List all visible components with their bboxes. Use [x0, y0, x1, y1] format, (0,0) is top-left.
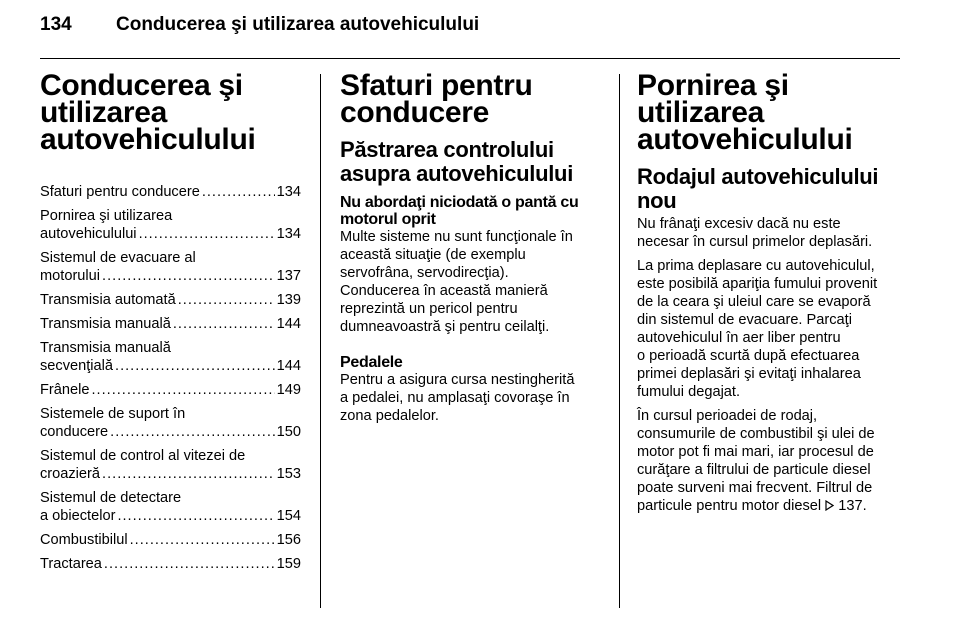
column-driving-tips	[340, 69, 610, 431]
toc-entry[interactable]	[40, 405, 301, 441]
text-line	[637, 497, 905, 515]
toc-entry[interactable]	[40, 207, 301, 243]
column-divider-2	[619, 74, 620, 608]
text-line: Nu frânaţi excesiv dacă nu este	[637, 216, 841, 232]
chapter-title-line: Conducerea şi	[40, 69, 243, 102]
toc-entry-row	[40, 225, 301, 243]
toc-page-number: 156	[276, 532, 301, 548]
toc-entry-label: Frânele	[40, 382, 90, 398]
toc-page-number: 149	[276, 382, 301, 398]
toc-entry-label: motorului	[40, 268, 101, 284]
toc-entry-label: secvenţială	[40, 358, 114, 374]
toc-entry[interactable]	[40, 531, 301, 549]
toc-entry[interactable]	[40, 315, 301, 333]
text-line: reprezintă un pericol pentru	[340, 301, 518, 317]
text-line: motor pot fi mai mari, iar procesul de	[637, 444, 874, 460]
page-reference-link[interactable]: 137.	[838, 498, 867, 514]
toc-page-number: 153	[276, 466, 301, 482]
toc-dot-leader	[117, 507, 274, 525]
section-title-line: autovehiculului	[637, 123, 853, 156]
toc-page-number: 144	[276, 316, 301, 332]
text-line: În cursul perioadei de rodaj,	[637, 408, 818, 424]
toc-entry-row	[40, 531, 301, 549]
toc-page-number: 144	[276, 358, 301, 374]
toc-page-number: 134	[276, 226, 301, 242]
toc-entry-label-line: Sistemul de detectare	[40, 490, 182, 506]
chapter-title-line: utilizarea	[40, 96, 168, 129]
text-line: primei deplasări şi evitaţi inhalarea	[637, 366, 861, 382]
text-line: dumneavoastră şi pentru ceilalţi.	[340, 319, 550, 335]
toc-entry-row	[40, 291, 301, 309]
paragraph-braking	[637, 215, 905, 251]
toc-page-number: 159	[276, 556, 301, 572]
toc-entry-row	[40, 315, 301, 333]
chapter-title	[40, 69, 301, 156]
text-line: Multe sisteme nu sunt funcţionale în	[340, 229, 573, 245]
toc-entry-row	[40, 267, 301, 285]
toc-entry-label: Combustibilul	[40, 532, 128, 548]
toc-entry-label: Transmisia manuală	[40, 316, 171, 332]
toc-page-number: 139	[276, 292, 301, 308]
toc-entry-row	[40, 357, 301, 375]
toc-dot-leader	[115, 357, 275, 375]
text-line: poate surveni mai frecvent. Filtrul de	[637, 480, 873, 496]
text-line: consumurile de combustibil şi ulei de	[637, 426, 875, 442]
text-line: Conducerea în această manieră	[340, 283, 548, 299]
toc-entry-label: Tractarea	[40, 556, 102, 572]
heading-line: motorul oprit	[340, 211, 436, 228]
text-line: fumului degajat.	[637, 384, 741, 400]
heading-line: Nu abordaţi niciodată o pantă cu	[340, 194, 579, 211]
text-fragment: particule pentru motor diesel	[637, 498, 822, 514]
toc-entry-label-line: Sistemul de evacuare al	[40, 250, 196, 266]
toc-page-number: 150	[276, 424, 301, 440]
toc-dot-leader	[91, 381, 274, 399]
text-line: zona pedalelor.	[340, 408, 439, 424]
subsection-title	[340, 138, 610, 186]
page-header	[40, 14, 900, 42]
toc-page-number: 154	[276, 508, 301, 524]
toc-dot-leader	[202, 183, 275, 201]
text-line: necesar în cursul primelor deplasări.	[637, 234, 873, 250]
toc-entry[interactable]	[40, 291, 301, 309]
toc-entry[interactable]	[40, 447, 301, 483]
toc-entry-row	[40, 423, 301, 441]
toc-entry-row	[40, 381, 301, 399]
paragraph-no-coasting	[340, 228, 610, 336]
toc-entry-label-line: Pornirea şi utilizarea	[40, 208, 173, 224]
toc-page-number: 134	[276, 184, 301, 200]
subsection-title	[637, 165, 905, 213]
toc-entry-row	[40, 465, 301, 483]
toc-entry[interactable]	[40, 339, 301, 375]
toc-entry[interactable]	[40, 489, 301, 525]
chapter-title-line: autovehiculului	[40, 123, 256, 156]
toc-dot-leader	[104, 555, 275, 573]
toc-entry-label: croazieră	[40, 466, 101, 482]
paragraph-smoke	[637, 257, 905, 401]
text-line: La prima deplasare cu autovehiculul,	[637, 258, 875, 274]
toc-entry[interactable]	[40, 381, 301, 399]
toc-dot-leader	[102, 267, 275, 285]
toc-dot-leader	[173, 315, 275, 333]
toc-entry-label: conducere	[40, 424, 109, 440]
subsection-title-line: Păstrarea controlului	[340, 137, 554, 162]
column-contents	[40, 69, 301, 579]
column-divider-1	[320, 74, 321, 608]
toc-entry[interactable]	[40, 249, 301, 285]
table-of-contents	[40, 183, 301, 573]
toc-entry-label: Transmisia automată	[40, 292, 176, 308]
heading-pedals: Pedalele	[340, 354, 403, 371]
paragraph-running-in	[637, 407, 905, 515]
toc-dot-leader	[110, 423, 274, 441]
page-number: 134	[40, 14, 72, 35]
toc-entry-label: a obiectelor	[40, 508, 116, 524]
toc-dot-leader	[139, 225, 275, 243]
toc-entry-label: autovehiculului	[40, 226, 137, 242]
text-line: această situaţie (de exemplu	[340, 247, 526, 263]
toc-entry-label-line: Transmisia manuală	[40, 340, 171, 356]
text-line: este posibilă apariţia fumului provenit	[637, 276, 878, 292]
subsection-title-line: asupra autovehiculului	[340, 161, 574, 186]
toc-dot-leader	[130, 531, 275, 549]
header-rule	[40, 58, 900, 59]
paragraph-pedals	[340, 371, 610, 425]
text-line: din sistemul de evacuare. Parcaţi	[637, 312, 852, 328]
toc-entry[interactable]	[40, 183, 301, 201]
section-title-line: conducere	[340, 96, 490, 129]
section-title	[637, 69, 905, 156]
column-starting	[637, 69, 905, 521]
text-line: a pedalei, nu amplasaţi covoraşe în	[340, 390, 570, 406]
heading-no-coasting	[340, 194, 610, 228]
text-line: curăţare a filtrului de particule diesel	[637, 462, 871, 478]
text-line: o perioadă scurtă după efectuarea	[637, 348, 860, 364]
section-title-line: Sfaturi pentru	[340, 69, 533, 102]
subsection-title-line: Rodajul autovehiculului	[637, 164, 879, 189]
section-title-line: Pornirea şi utilizarea	[637, 69, 789, 129]
section-title	[340, 69, 610, 129]
text-line: autovehiculul în aer liber pentru	[637, 330, 841, 346]
toc-dot-leader	[102, 465, 275, 483]
text-line: Pentru a asigura cursa nestingherită	[340, 372, 575, 388]
toc-page-number: 137	[276, 268, 301, 284]
page-reference-arrow-icon	[825, 497, 834, 515]
subsection-title-line: nou	[637, 188, 677, 213]
text-line: de la ceara şi uleiul care se evaporă	[637, 294, 871, 310]
toc-entry-label: Sfaturi pentru conducere	[40, 184, 200, 200]
toc-entry[interactable]	[40, 555, 301, 573]
toc-entry-row	[40, 555, 301, 573]
toc-entry-row	[40, 183, 301, 201]
toc-entry-label-line: Sistemul de control al vitezei de	[40, 448, 246, 464]
toc-entry-label-line: Sistemele de suport în	[40, 406, 186, 422]
running-header-title: Conducerea şi utilizarea autovehiculului	[116, 14, 480, 35]
toc-dot-leader	[178, 291, 275, 309]
text-line: servofrâna, servodirecţia).	[340, 265, 509, 281]
toc-entry-row	[40, 507, 301, 525]
